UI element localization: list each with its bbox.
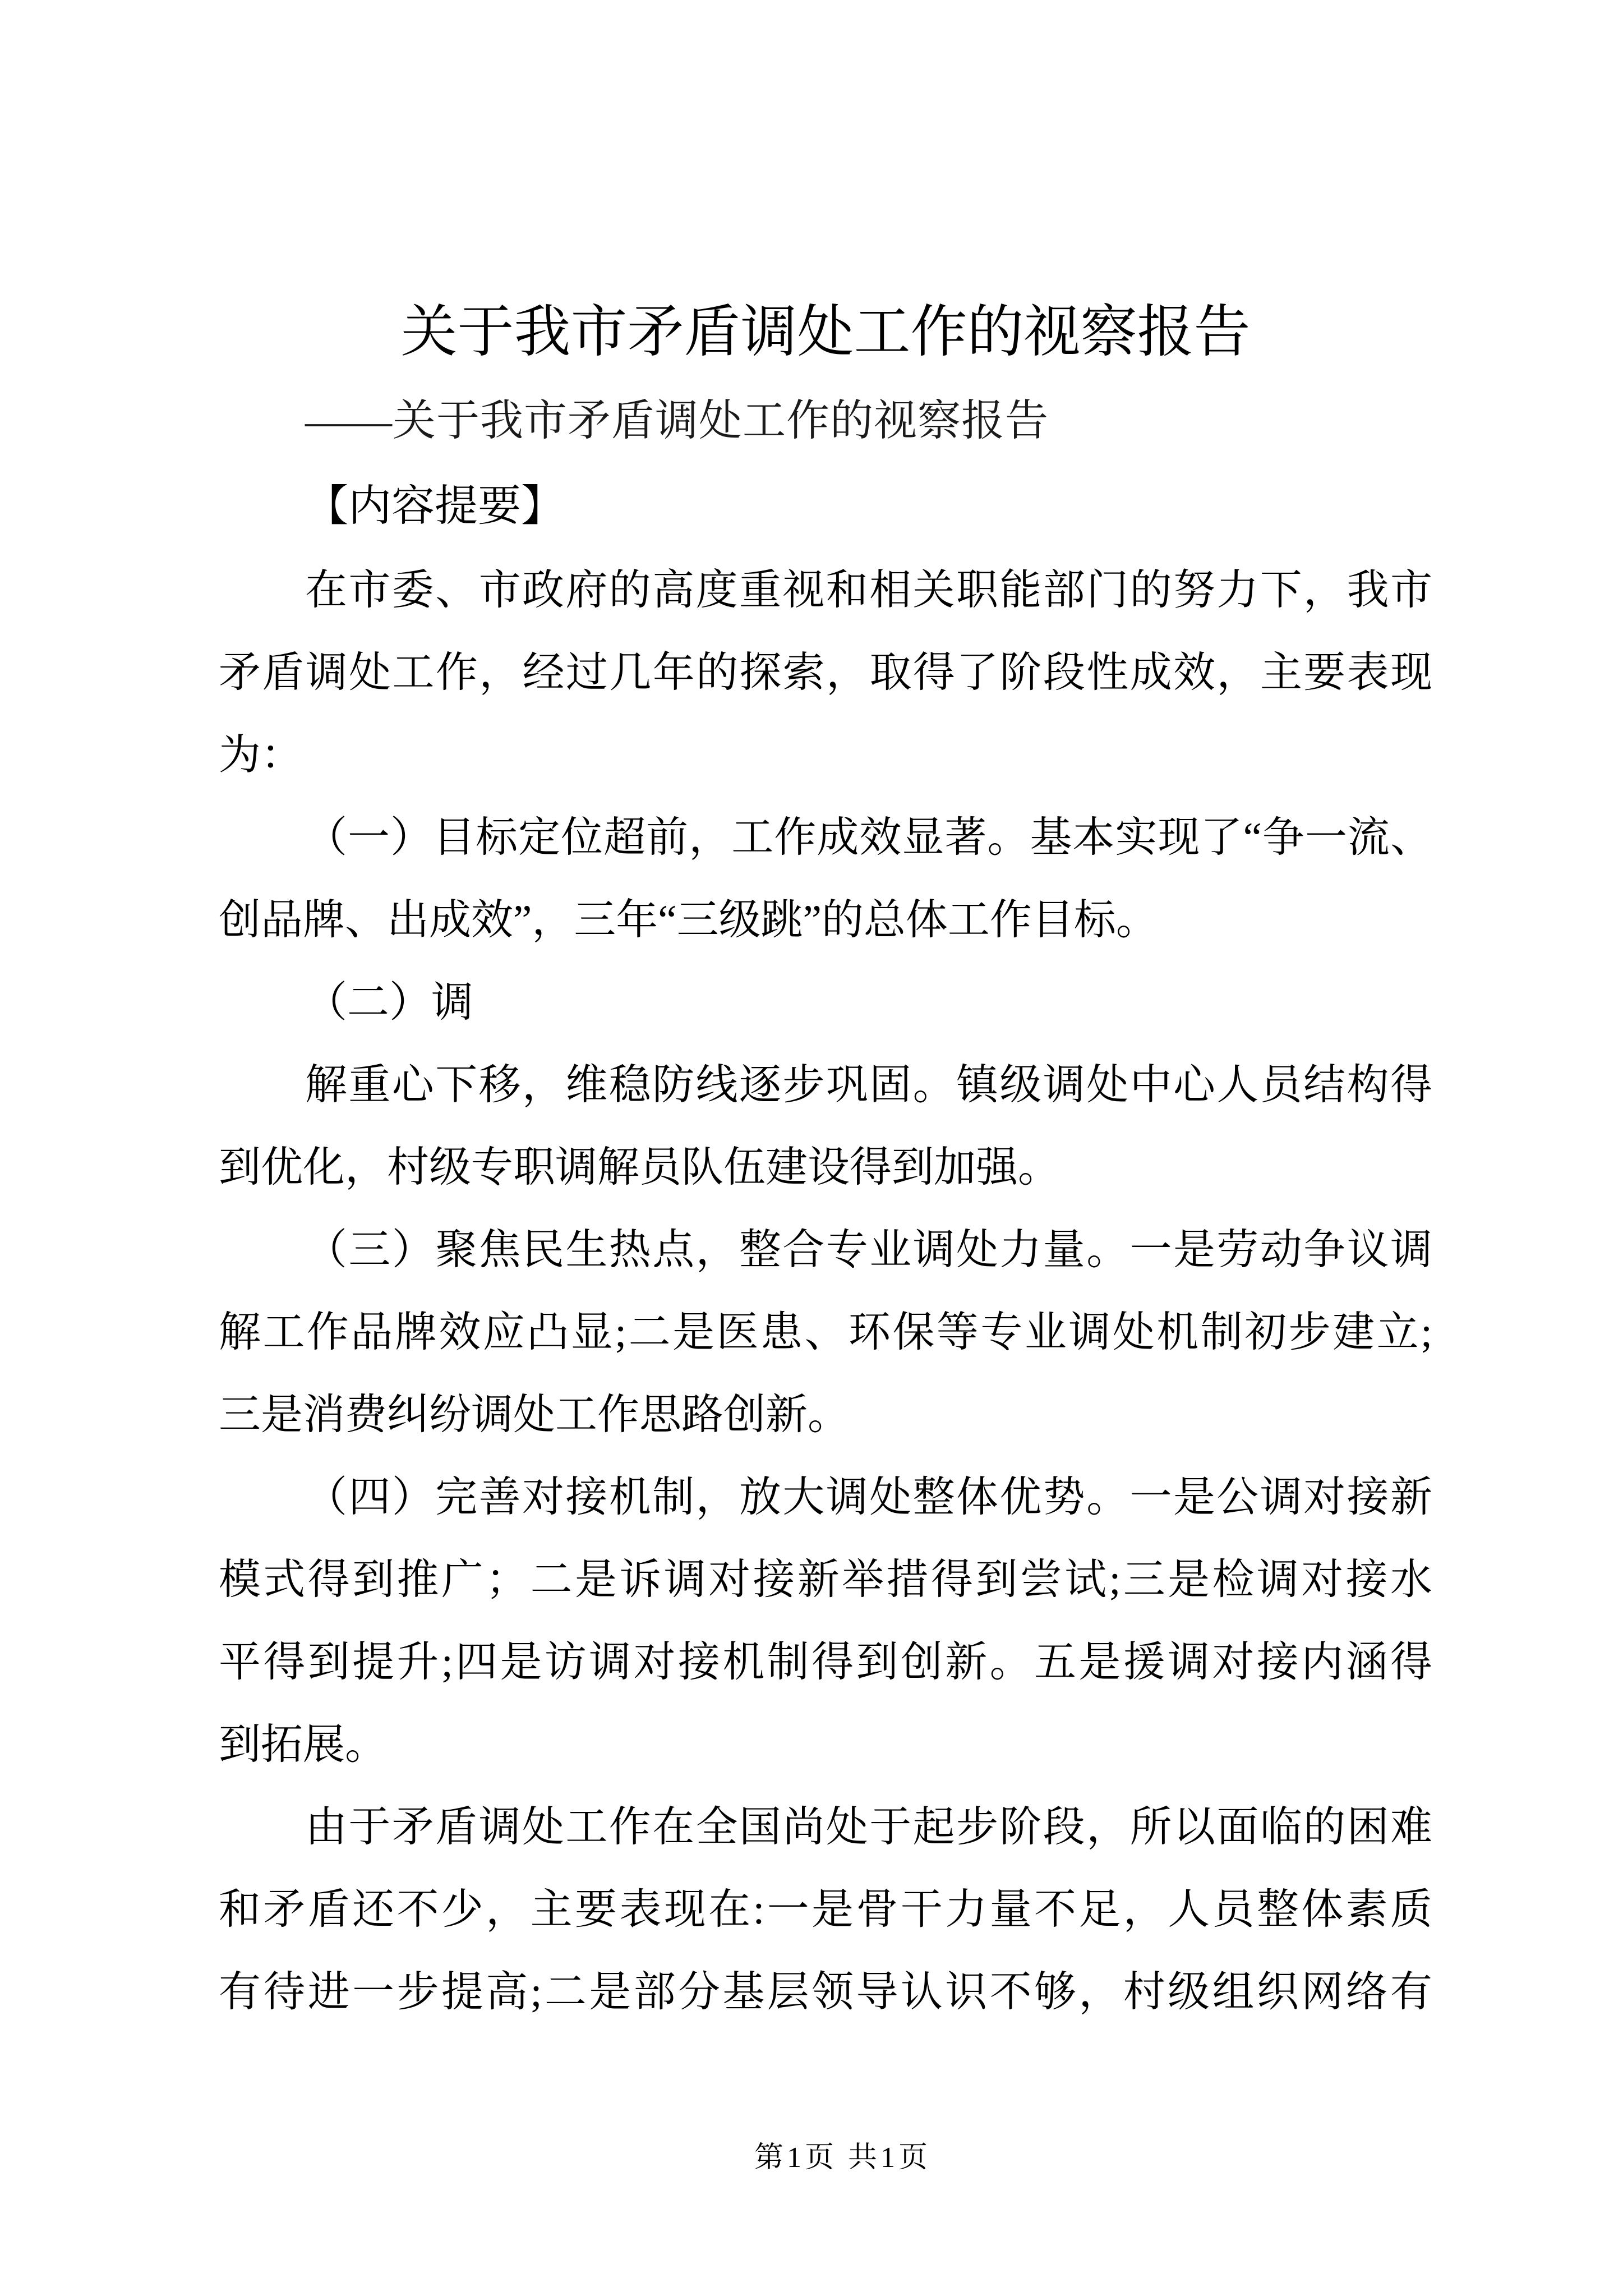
text-line: （一）目标定位超前，工作成效显著。基本实现了“争一流、 (305, 815, 1432, 861)
page-number-footer: 第1页 共1页 (754, 2142, 932, 2174)
text-line: 模式得到推广；二是诉调对接新举措得到尝试;三是检调对接水 (219, 1557, 1432, 1603)
paragraph (219, 1044, 1432, 1209)
text-line: （四）完善对接机制，放大调处整体优势。一是公调对接新 (305, 1474, 1432, 1521)
text-line: （二）调 (305, 979, 474, 1026)
text-line: 由于矛盾调处工作在全国尚处于起步阶段，所以面临的困难 (305, 1804, 1432, 1851)
document-subtitle: ——关于我市矛盾调处工作的视察报告 (305, 399, 1049, 443)
text-line: 在市委、市政府的高度重视和相关职能部门的努力下，我市 (305, 567, 1432, 614)
section-heading-summary: 【内容提要】 (305, 484, 564, 528)
text-line: （三）聚焦民生热点，整合专业调处力量。一是劳动争议调 (305, 1227, 1432, 1273)
text-line: 到优化，村级专职调解员队伍建设得到加强。 (219, 1144, 1061, 1191)
paragraph (219, 961, 1432, 1044)
paragraph (219, 797, 1432, 961)
text-line: 和矛盾还不少，主要表现在:一是骨干力量不足，人员整体素质 (219, 1887, 1432, 1933)
text-line: 解工作品牌效应凸显;二是医患、环保等专业调处机制初步建立; (219, 1309, 1432, 1356)
text-line: 创品牌、出成效”，三年“三级跳”的总体工作目标。 (219, 897, 1158, 944)
document-body (219, 549, 1432, 2033)
text-line: 解重心下移，维稳防线逐步巩固。镇级调处中心人员结构得 (305, 1062, 1432, 1108)
text-line: 平得到提升;四是访调对接机制得到创新。五是援调对接内涵得 (219, 1639, 1432, 1686)
paragraph (219, 1209, 1432, 1456)
text-line: 为： (219, 732, 303, 779)
text-line: 矛盾调处工作，经过几年的探索，取得了阶段性成效，主要表现 (219, 650, 1432, 696)
text-line: 到拓展。 (219, 1722, 388, 1768)
paragraph (219, 1786, 1432, 2033)
text-line: 三是消费纠纷调处工作思路创新。 (219, 1392, 850, 1438)
paragraph (219, 1456, 1432, 1786)
document-title: 关于我市矛盾调处工作的视察报告 (400, 303, 1251, 361)
paragraph (219, 549, 1432, 797)
text-line: 有待进一步提高;二是部分基层领导认识不够，村级组织网络有 (219, 1969, 1432, 2016)
